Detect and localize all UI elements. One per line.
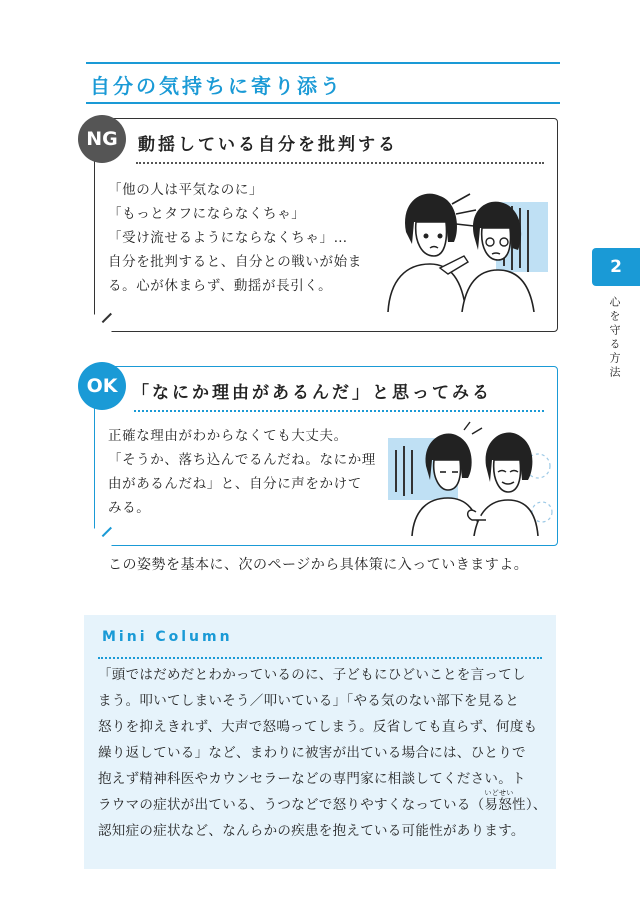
summary-text: この姿勢を基本に、次のページから具体策に入っていきますよ。 <box>108 557 529 573</box>
ruby-reading: いどせい <box>484 789 514 797</box>
column-line <box>98 789 547 813</box>
column-line: 繰り返している」など、まわりに被害が出ている場合には、ひとりで <box>98 745 526 761</box>
ok-line: 「そうか、落ち込んでるんだね。なにか理 <box>108 452 376 468</box>
chapter-label: 心を守る方法 <box>608 296 621 380</box>
ng-illustration <box>378 180 554 312</box>
column-line: 抱えず精神科医やカウンセラーなどの専門家に相談してください。ト <box>98 771 526 787</box>
ok-line: 正確な理由がわからなくても大丈夫。 <box>108 428 348 444</box>
mini-column-divider <box>98 657 542 659</box>
mini-column-title: Mini Column <box>102 629 233 645</box>
mini-column <box>84 615 556 869</box>
ok-badge: OK <box>78 362 126 410</box>
column-line-part: ラウマの症状が出ている、うつなどで怒りやすくなっている（ <box>98 797 485 813</box>
ng-line: 自分を批判すると、自分との戦いが始ま <box>108 254 362 270</box>
column-line: 認知症の症状など、なんらかの疾患を抱えている可能性があります。 <box>98 823 525 839</box>
column-line: 「頭ではだめだとわかっているのに、子どもにひどいことを言ってし <box>98 667 526 683</box>
ng-line: る。心が休まらず、動揺が長引く。 <box>108 278 333 294</box>
ok-line: 由があるんだね」と、自分に声をかけて <box>108 476 362 492</box>
chapter-tab: 2 <box>592 248 640 286</box>
ng-dotted-divider <box>136 162 544 164</box>
ruby-base: 易怒性 <box>484 797 526 813</box>
ok-line: みる。 <box>108 500 151 516</box>
ok-title: 「なにか理由があるんだ」と思ってみる <box>132 383 492 403</box>
heading-rule-bottom <box>86 102 560 104</box>
ruby-term <box>484 789 526 813</box>
ng-line: 「もっとタフにならなくちゃ」 <box>108 206 306 222</box>
ng-line: 「受け流せるようにならなくちゃ」… <box>108 230 348 246</box>
section-title: 自分の気持ちに寄り添う <box>90 74 343 98</box>
ng-badge: NG <box>78 115 126 163</box>
ng-line: 「他の人は平気なのに」 <box>108 182 264 198</box>
ok-dotted-divider <box>134 410 544 412</box>
column-line: 怒りを抑えきれず、大声で怒鳴ってしまう。反省しても直らず、何度も <box>98 719 538 735</box>
column-line: まう。叩いてしまいそう／叩いている」「やる気のない部下を見ると <box>98 693 520 709</box>
ok-illustration <box>388 416 556 536</box>
heading-rule-top <box>86 62 560 64</box>
column-line-part: ）、 <box>525 797 547 813</box>
ng-title: 動揺している自分を批判する <box>138 135 398 155</box>
